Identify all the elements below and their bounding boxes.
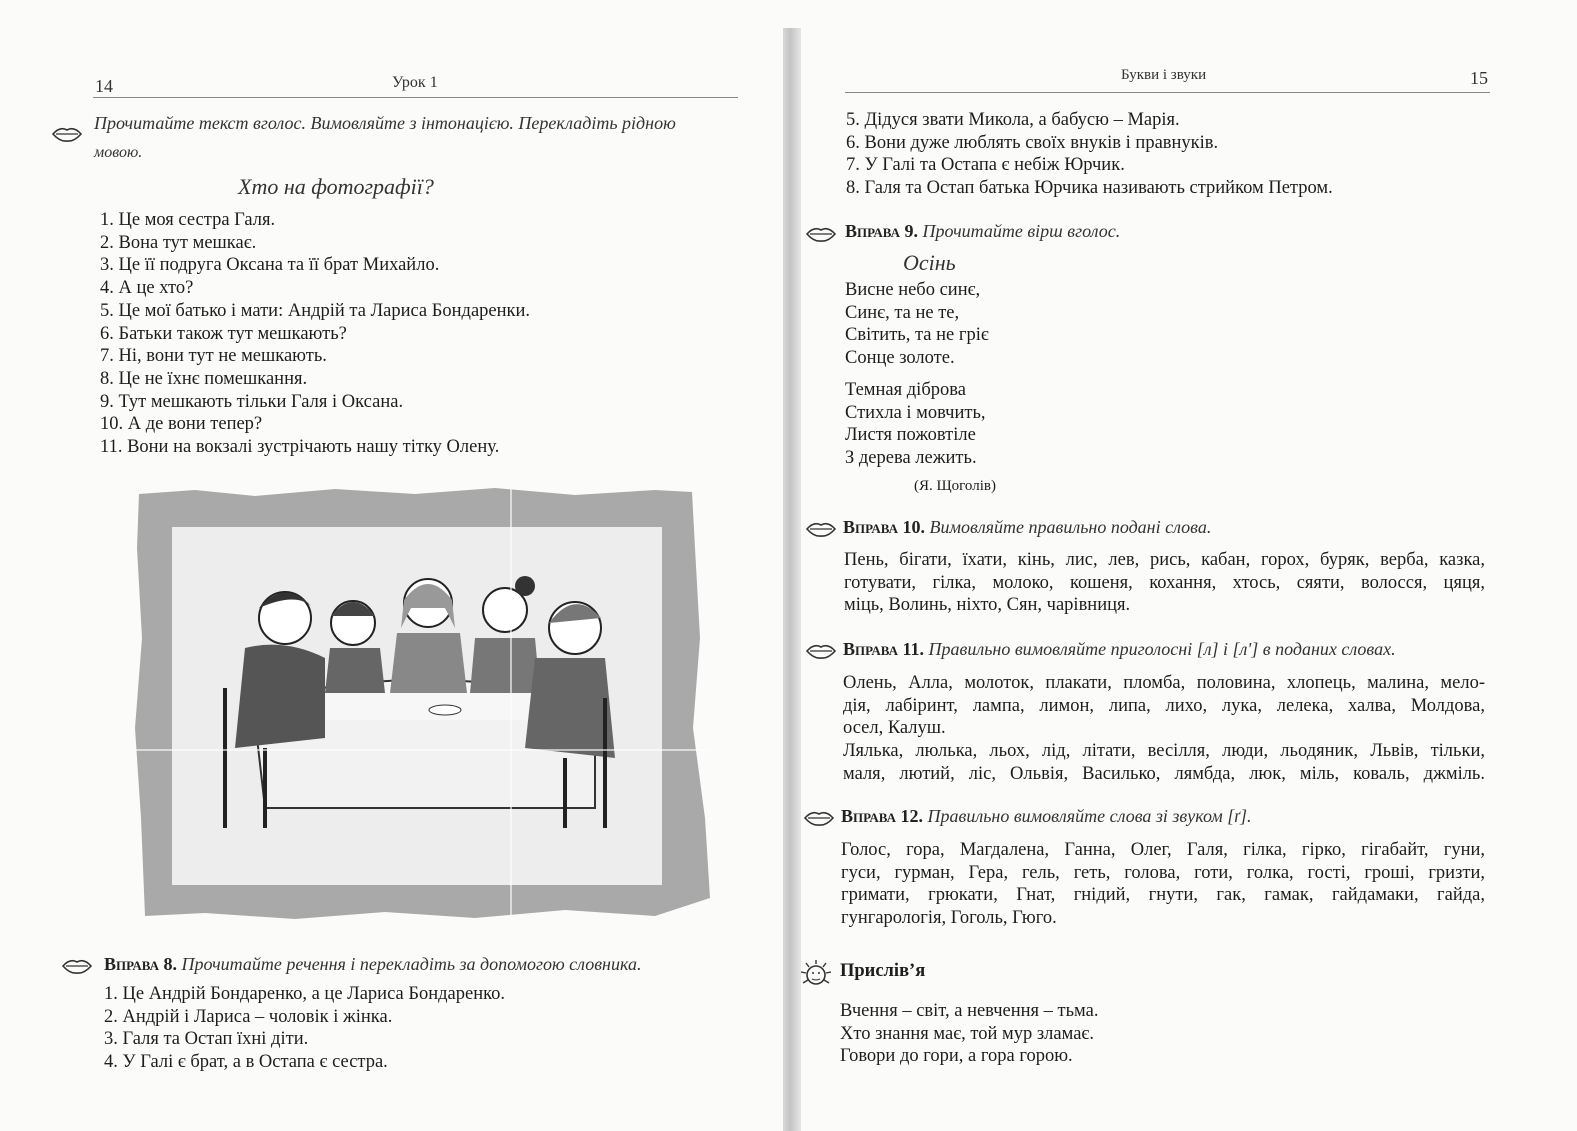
intro-instruction-cont: мовою. — [94, 144, 143, 161]
exercise-11-instruction: Правильно вимовляйте приголосні [л] і [л'] в поданих словах. — [928, 639, 1396, 659]
exercise-9-label: Вправа 9. — [845, 221, 919, 241]
word-line: готувати, гілка, молоко, кошеня, кохання, хтось, сяяти, волосся, цяця, — [844, 572, 1485, 593]
exercise-8-item: 1. Це Андрій Бондаренко, а це Лариса Бондаренко. — [104, 984, 506, 1004]
text-list-item: 4. А це хто? — [100, 278, 194, 299]
running-header-left: Урок 1 — [392, 74, 438, 91]
exercise-11-words-hard — [843, 672, 1485, 740]
sun-face-icon — [800, 959, 832, 989]
word-line: гуси, гурман, Гера, гель, геть, голова, готи, голка, гості, гроші, гризти, — [841, 862, 1485, 883]
poem-line: З дерева лежить. — [845, 448, 977, 469]
word-line: гримати, грюкати, Гнат, гнідий, гнути, гак, гамак, гайдамаки, гайда, — [841, 885, 1485, 906]
book-gutter — [783, 28, 801, 1131]
text-list-item: 5. Це мої батько і мати: Андрій та Лариса Бондаренки. — [100, 300, 531, 321]
word-line: осел, Калуш. — [843, 718, 946, 739]
lips-icon — [806, 643, 836, 659]
text-title: Хто на фотографії? — [238, 174, 434, 199]
lips-icon — [52, 126, 82, 142]
poem-stanza-1 — [845, 279, 989, 370]
word-line: Голос, гора, Магдалена, Ганна, Олег, Галя, гілка, гірко, гігабайт, гуни, — [841, 840, 1485, 860]
text-list-item: 7. Ні, вони тут не мешкають. — [100, 346, 327, 367]
text-list-item: 9. Тут мешкають тільки Галя і Оксана. — [100, 391, 404, 412]
exercise-12-instruction: Правильно вимовляйте слова зі звуком [ґ]. — [927, 806, 1252, 826]
header-rule-right — [845, 92, 1490, 93]
poem-line: Світить, та не гріє — [845, 325, 989, 346]
exercise-9-instruction: Прочитайте вірш вголос. — [922, 221, 1121, 241]
poem-title: Осінь — [903, 250, 956, 275]
text-list-item: 1. Це моя сестра Галя. — [100, 210, 276, 230]
lips-icon — [62, 958, 92, 974]
text-list-item: 10. А де вони тепер? — [100, 414, 263, 435]
exercise-10-heading — [843, 517, 1211, 538]
exercise-9-heading — [845, 221, 1120, 242]
intro-instruction: Прочитайте текст вголос. Вимовляйте з інтонацією. Перекладіть рідною — [94, 113, 676, 133]
text-list-item: 2. Вона тут мешкає. — [100, 232, 257, 253]
word-line: маля, лютий, ліс, Ольвія, Василько, лямбда, люк, міль, коваль, джміль. — [843, 763, 1485, 784]
exercise-12-words — [841, 839, 1485, 930]
proverb-line: Вчення – світ, а невчення – тьма. — [840, 1001, 1099, 1021]
exercise-8-item: 4. У Галі є брат, а в Остапа є сестра. — [104, 1052, 388, 1073]
page-number-right: 15 — [1470, 68, 1488, 88]
exercise-8-heading — [104, 954, 641, 975]
family-photo-illustration — [135, 488, 710, 920]
text-list-item: 6. Батьки також тут мешкають? — [100, 323, 347, 344]
exercise-12-label: Вправа 12. — [841, 806, 924, 826]
poem-line: Висне небо синє, — [845, 280, 981, 300]
exercise-10-words — [844, 549, 1485, 617]
continued-list-item: 8. Галя та Остап батька Юрчика називають стрийком Петром. — [846, 178, 1333, 199]
page-number-left: 14 — [95, 76, 113, 96]
exercise-8-label: Вправа 8. — [104, 954, 178, 974]
poem-line: Темная діброва — [845, 380, 966, 400]
poem-line: Стихла і мовчить, — [845, 402, 986, 423]
text-list-item: 3. Це її подруга Оксана та її брат Михайло. — [100, 255, 440, 276]
text-list — [100, 209, 530, 459]
proverbs-heading: Прислів’я — [840, 961, 926, 981]
continued-list-item: 7. У Галі та Остапа є небіж Юрчик. — [846, 155, 1125, 176]
continued-list-item: 6. Вони дуже люблять своїх внуків і правнуків. — [846, 132, 1219, 153]
word-line: Пень, бігати, їхати, кінь, лис, лев, рись, кабан, горох, буряк, верба, казка, — [844, 550, 1485, 570]
exercise-8-item: 3. Галя та Остап їхні діти. — [104, 1029, 309, 1050]
poem-author: (Я. Щоголів) — [914, 478, 996, 494]
exercise-8-list — [104, 983, 505, 1074]
running-header-right: Букви і звуки — [1121, 67, 1207, 83]
text-list-item: 8. Це не їхнє помешкання. — [100, 368, 308, 389]
lips-icon — [806, 521, 836, 537]
continued-list — [846, 109, 1333, 200]
word-line: Олень, Алла, молоток, плакати, пломба, половина, хлопець, малина, мело- — [843, 673, 1485, 693]
header-rule-left — [93, 97, 738, 98]
exercise-11-words-soft — [843, 740, 1485, 785]
continued-list-item: 5. Дідуся звати Микола, а бабусю – Марія. — [846, 110, 1180, 130]
word-line: Лялька, люлька, льох, лід, літати, весілля, люди, льодяник, Львів, тільки, — [843, 741, 1485, 761]
exercise-12-heading — [841, 806, 1251, 827]
proverbs-list — [840, 1000, 1098, 1068]
exercise-8-instruction: Прочитайте речення і перекладіть за допомогою словника. — [181, 954, 642, 974]
word-line: міць, Волинь, ніхто, Сян, чарівниця. — [844, 595, 1131, 616]
proverb-line: Хто знання має, той мур зламає. — [840, 1023, 1094, 1044]
text-list-item: 11. Вони на вокзалі зустрічають нашу тітку Олену. — [100, 437, 500, 458]
poem-line: Сонце золоте. — [845, 348, 955, 369]
exercise-10-instruction: Вимовляйте правильно подані слова. — [929, 517, 1212, 537]
word-line: дія, лабіринт, лампа, лимон, липа, лихо, лука, лелека, халва, Молдова, — [843, 695, 1485, 716]
lips-icon — [804, 810, 834, 826]
lips-icon — [806, 226, 836, 242]
poem-line: Синє, та не те, — [845, 302, 960, 323]
poem-line: Листя пожовтіле — [845, 425, 976, 446]
exercise-11-heading — [843, 639, 1396, 660]
exercise-8-item: 2. Андрій і Лариса – чоловік і жінка. — [104, 1006, 393, 1027]
word-line: гунгарологія, Гоголь, Гюго. — [841, 908, 1057, 929]
proverb-line: Говори до гори, а гора горою. — [840, 1046, 1073, 1067]
poem-stanza-2 — [845, 379, 986, 470]
exercise-11-label: Вправа 11. — [843, 639, 925, 659]
exercise-10-label: Вправа 10. — [843, 517, 926, 537]
